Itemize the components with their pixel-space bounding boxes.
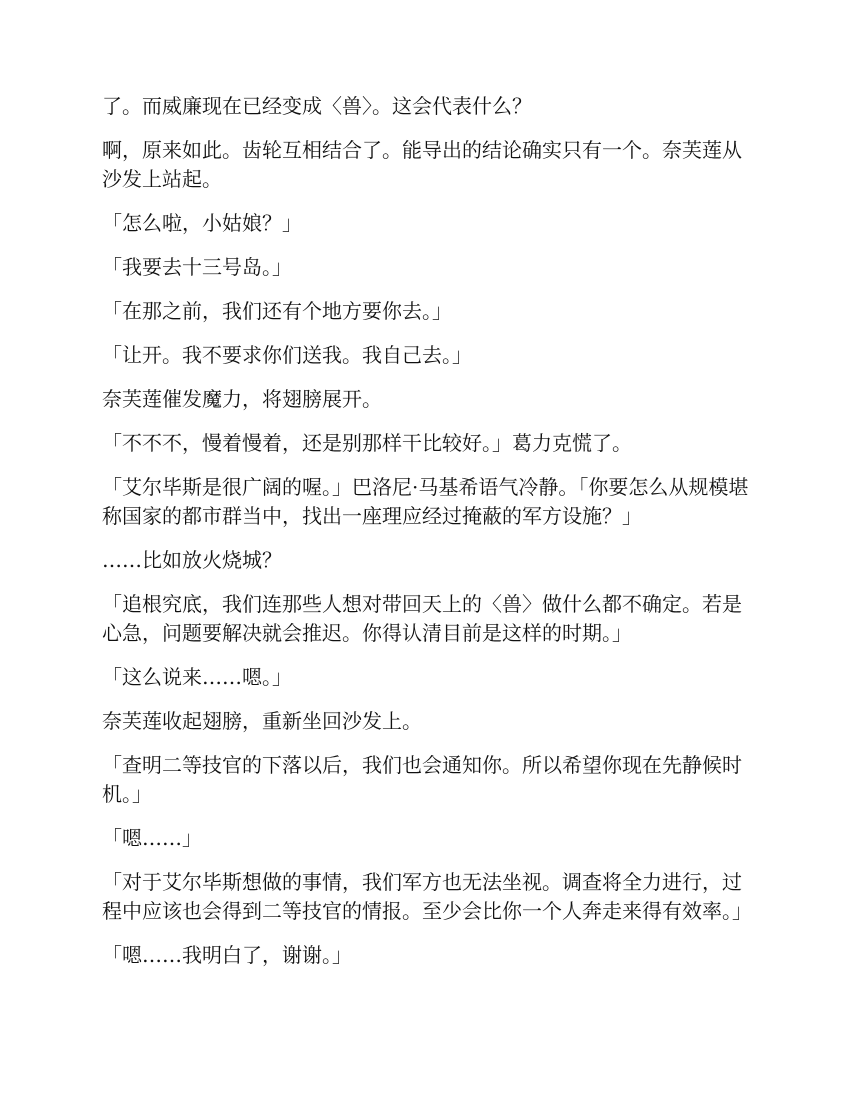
paragraph: 了。而威廉现在已经变成〈兽〉。这会代表什么？ [102, 94, 532, 118]
paragraph: 啊，原来如此。齿轮互相结合了。能导出的结论确实只有一个。奈芙莲从沙发上站起。 [102, 138, 742, 191]
paragraph: ……比如放火烧城？ [102, 548, 282, 572]
dialogue-line: 「不不不，慢着慢着，还是别那样干比较好。」葛力克慌了。 [102, 431, 632, 455]
dialogue-line: 「让开。我不要求你们送我。我自己去。」 [102, 343, 472, 367]
dialogue-line: 「艾尔毕斯是很广阔的喔。」巴洛尼·马基希语气冷静。「你要怎么从规模堪称国家的都市群当中，找出一座理应经过掩蔽的军方设施？」 [102, 475, 749, 528]
dialogue-line: 「我要去十三号岛。」 [102, 255, 292, 279]
paragraph: 奈芙莲收起翅膀，重新坐回沙发上。 [102, 709, 422, 733]
dialogue-line: 「嗯……我明白了，谢谢。」 [102, 943, 352, 967]
dialogue-line: 「这么说来……嗯。」 [102, 665, 292, 689]
dialogue-line: 「怎么啦，小姑娘？」 [102, 211, 302, 235]
dialogue-line: 「追根究底，我们连那些人想对带回天上的〈兽〉做什么都不确定。若是心急，问题要解决就会推迟。你得认清目前是这样的时期。」 [102, 592, 742, 645]
dialogue-line: 「对于艾尔毕斯想做的事情，我们军方也无法坐视。调查将全力进行，过程中应该也会得到二等技官的情报。至少会比你一个人奔走来得有效率。」 [102, 870, 752, 923]
dialogue-line: 「嗯……」 [102, 826, 202, 850]
dialogue-line: 「查明二等技官的下落以后，我们也会通知你。所以希望你现在先静候时机。」 [102, 753, 742, 806]
paragraph: 奈芙莲催发魔力，将翅膀展开。 [102, 387, 382, 411]
dialogue-line: 「在那之前，我们还有个地方要你去。」 [102, 299, 452, 323]
document-page [102, 92, 752, 985]
